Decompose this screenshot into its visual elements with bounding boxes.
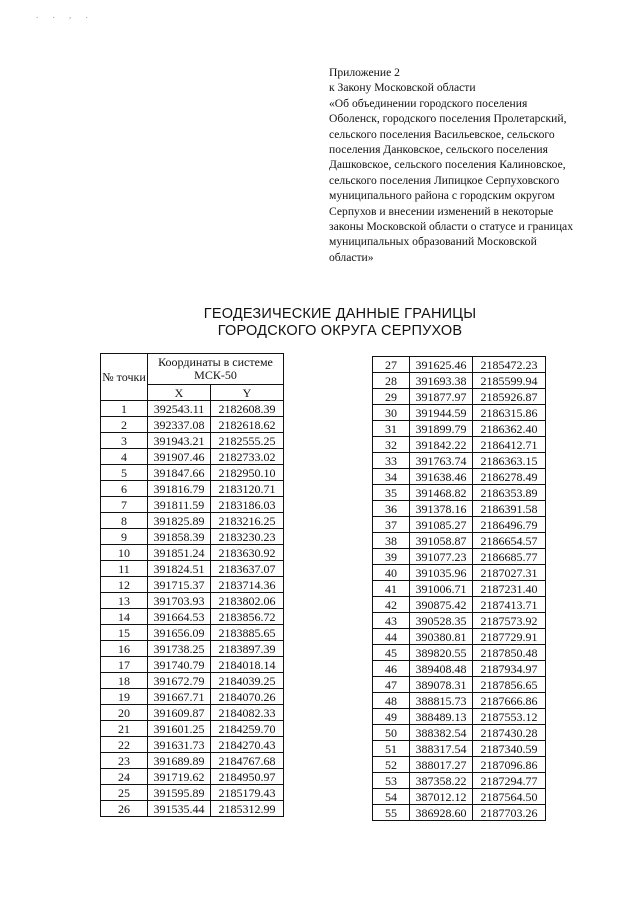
point-number: 30: [373, 405, 410, 421]
table-row: [373, 501, 546, 517]
coord-y: 2187850.48: [473, 645, 546, 661]
coord-y: 2184259.70: [211, 721, 284, 737]
coord-x: 391609.87: [148, 705, 211, 721]
table-row: [373, 533, 546, 549]
coord-x: 389408.48: [410, 661, 473, 677]
point-number: 49: [373, 709, 410, 725]
coord-x: 388489.13: [410, 709, 473, 725]
coord-x: 391058.87: [410, 533, 473, 549]
coordinates-table-right: [372, 356, 546, 821]
table-row: [373, 581, 546, 597]
coord-y: 2186685.77: [473, 549, 546, 565]
table-row: [373, 453, 546, 469]
coord-x: 392337.08: [148, 417, 211, 433]
coord-x: 391763.74: [410, 453, 473, 469]
coord-x: 391719.62: [148, 769, 211, 785]
coord-y: 2187340.59: [473, 741, 546, 757]
table-row: [373, 677, 546, 693]
coord-y: 2187430.28: [473, 725, 546, 741]
coord-y: 2187553.12: [473, 709, 546, 725]
coord-y: 2187666.86: [473, 693, 546, 709]
coord-y: 2185599.94: [473, 373, 546, 389]
coord-y: 2183802.06: [211, 593, 284, 609]
coord-y: 2185472.23: [473, 357, 546, 373]
coord-x: 391595.89: [148, 785, 211, 801]
point-number: 13: [101, 593, 148, 609]
left-table-body: [101, 401, 284, 817]
point-number: 41: [373, 581, 410, 597]
coord-x: 391378.16: [410, 501, 473, 517]
point-number: 45: [373, 645, 410, 661]
coord-y: 2183856.72: [211, 609, 284, 625]
coord-x: 388017.27: [410, 757, 473, 773]
coord-x: 390528.35: [410, 613, 473, 629]
coord-x: 390875.42: [410, 597, 473, 613]
appendix-line: сельского поселения Васильевское, сельского: [329, 127, 555, 141]
header-point-no: № точки: [101, 354, 148, 401]
point-number: 5: [101, 465, 148, 481]
appendix-line: законы Московской области о статусе и границах: [329, 220, 573, 234]
table-row: [373, 645, 546, 661]
coord-x: 391625.46: [410, 357, 473, 373]
coord-x: 392543.11: [148, 401, 211, 417]
point-number: 35: [373, 485, 410, 501]
coord-y: 2187231.40: [473, 581, 546, 597]
coord-x: 391816.79: [148, 481, 211, 497]
coord-y: 2183714.36: [211, 577, 284, 593]
coord-x: 391638.46: [410, 469, 473, 485]
coord-x: 391842.22: [410, 437, 473, 453]
table-row: [373, 389, 546, 405]
appendix-line: «Об объединении городского поселения: [329, 96, 528, 110]
coord-y: 2186496.79: [473, 517, 546, 533]
point-number: 28: [373, 373, 410, 389]
point-number: 46: [373, 661, 410, 677]
coord-x: 391035.96: [410, 565, 473, 581]
point-number: 22: [101, 737, 148, 753]
table-row: [373, 629, 546, 645]
coord-x: 391847.66: [148, 465, 211, 481]
table-row: [373, 565, 546, 581]
coord-x: 391825.89: [148, 513, 211, 529]
coord-y: 2185179.43: [211, 785, 284, 801]
coord-y: 2185312.99: [211, 801, 284, 817]
table-row: [101, 769, 284, 785]
appendix-line: муниципального района с городским округом: [329, 189, 555, 203]
coord-x: 386928.60: [410, 805, 473, 821]
coord-y: 2187934.97: [473, 661, 546, 677]
coord-y: 2183120.71: [211, 481, 284, 497]
table-row: [101, 673, 284, 689]
coord-y: 2187027.31: [473, 565, 546, 581]
header-x: X: [148, 385, 211, 401]
table-row: [101, 577, 284, 593]
point-number: 53: [373, 773, 410, 789]
coord-x: 391907.46: [148, 449, 211, 465]
point-number: 17: [101, 657, 148, 673]
coord-y: 2183885.65: [211, 625, 284, 641]
coord-x: 388815.73: [410, 693, 473, 709]
coord-y: 2182608.39: [211, 401, 284, 417]
coord-x: 391006.71: [410, 581, 473, 597]
title-line-1: ГЕОДЕЗИЧЕСКИЕ ДАННЫЕ ГРАНИЦЫ: [203, 306, 477, 322]
coord-y: 2183216.25: [211, 513, 284, 529]
coord-y: 2187856.65: [473, 677, 546, 693]
point-number: 42: [373, 597, 410, 613]
point-number: 37: [373, 517, 410, 533]
coord-y: 2187573.92: [473, 613, 546, 629]
coord-y: 2184039.25: [211, 673, 284, 689]
table-row: [373, 757, 546, 773]
table-row: [373, 773, 546, 789]
table-row: [373, 709, 546, 725]
coord-x: 391693.38: [410, 373, 473, 389]
table-row: [101, 593, 284, 609]
table-row: [373, 437, 546, 453]
point-number: 23: [101, 753, 148, 769]
table-row: [101, 401, 284, 417]
appendix-note: [329, 65, 619, 265]
coord-x: 390380.81: [410, 629, 473, 645]
coord-x: 391824.51: [148, 561, 211, 577]
table-row: [101, 545, 284, 561]
point-number: 50: [373, 725, 410, 741]
coord-y: 2186362.40: [473, 421, 546, 437]
coord-x: 391631.73: [148, 737, 211, 753]
point-number: 24: [101, 769, 148, 785]
coord-y: 2187413.71: [473, 597, 546, 613]
table-row: [373, 469, 546, 485]
point-number: 54: [373, 789, 410, 805]
coord-y: 2186315.86: [473, 405, 546, 421]
table-row: [101, 513, 284, 529]
coord-x: 391877.97: [410, 389, 473, 405]
point-number: 25: [101, 785, 148, 801]
appendix-line: Серпухов и внесении изменений в некоторые: [329, 204, 554, 218]
coord-y: 2187564.50: [473, 789, 546, 805]
coord-y: 2186363.15: [473, 453, 546, 469]
table-row: [373, 661, 546, 677]
coord-y: 2183230.23: [211, 529, 284, 545]
point-number: 9: [101, 529, 148, 545]
coord-y: 2186412.71: [473, 437, 546, 453]
table-row: [101, 561, 284, 577]
right-table-body: [373, 357, 546, 821]
table-row: [373, 421, 546, 437]
coord-y: 2184767.68: [211, 753, 284, 769]
table-row: [101, 721, 284, 737]
document-title: [180, 306, 500, 340]
coord-y: 2182555.25: [211, 433, 284, 449]
coord-y: 2182950.10: [211, 465, 284, 481]
coord-x: 391667.71: [148, 689, 211, 705]
coord-x: 389078.31: [410, 677, 473, 693]
coord-y: 2186278.49: [473, 469, 546, 485]
point-number: 19: [101, 689, 148, 705]
table-row: [373, 485, 546, 501]
point-number: 15: [101, 625, 148, 641]
point-number: 16: [101, 641, 148, 657]
appendix-line: сельского поселения Липицкое Серпуховского: [329, 173, 560, 187]
title-line-2: ГОРОДСКОГО ОКРУГА СЕРПУХОВ: [217, 323, 463, 339]
coord-y: 2187729.91: [473, 629, 546, 645]
point-number: 31: [373, 421, 410, 437]
point-number: 44: [373, 629, 410, 645]
coord-x: 391085.27: [410, 517, 473, 533]
appendix-line: муниципальных образований Московской: [329, 235, 537, 249]
table-row: [373, 805, 546, 821]
scan-specks: . . , .: [36, 10, 94, 20]
coord-x: 391715.37: [148, 577, 211, 593]
table-row: [373, 549, 546, 565]
table-row: [373, 725, 546, 741]
header-coords: Координаты в системе МСК-50: [148, 354, 284, 385]
coord-y: 2187703.26: [473, 805, 546, 821]
table-row: [101, 737, 284, 753]
point-number: 11: [101, 561, 148, 577]
coord-y: 2184070.26: [211, 689, 284, 705]
coord-y: 2186391.58: [473, 501, 546, 517]
table-row: [373, 373, 546, 389]
coord-y: 2183897.39: [211, 641, 284, 657]
table-row: [373, 357, 546, 373]
appendix-line: поселения Данковское, сельского поселения: [329, 143, 548, 157]
coord-x: 391944.59: [410, 405, 473, 421]
point-number: 10: [101, 545, 148, 561]
appendix-line: Оболенск, городского поселения Пролетарский,: [329, 112, 567, 126]
point-number: 51: [373, 741, 410, 757]
coord-x: 389820.55: [410, 645, 473, 661]
point-number: 2: [101, 417, 148, 433]
table-row: [101, 785, 284, 801]
coord-x: 391851.24: [148, 545, 211, 561]
point-number: 3: [101, 433, 148, 449]
coord-x: 391077.23: [410, 549, 473, 565]
table-row: [101, 417, 284, 433]
table-row: [373, 597, 546, 613]
point-number: 48: [373, 693, 410, 709]
table-row: [101, 625, 284, 641]
point-number: 14: [101, 609, 148, 625]
point-number: 47: [373, 677, 410, 693]
appendix-line: Дашковское, сельского поселения Калиновское,: [329, 158, 566, 172]
point-number: 12: [101, 577, 148, 593]
point-number: 27: [373, 357, 410, 373]
coord-y: 2182618.62: [211, 417, 284, 433]
coord-x: 388317.54: [410, 741, 473, 757]
point-number: 38: [373, 533, 410, 549]
coord-y: 2185926.87: [473, 389, 546, 405]
point-number: 8: [101, 513, 148, 529]
appendix-line: области»: [329, 250, 374, 264]
coord-y: 2187096.86: [473, 757, 546, 773]
point-number: 33: [373, 453, 410, 469]
table-row: [101, 497, 284, 513]
table-row: [101, 481, 284, 497]
table-row: [373, 741, 546, 757]
table-row: [101, 433, 284, 449]
coord-x: 391601.25: [148, 721, 211, 737]
coord-y: 2184018.14: [211, 657, 284, 673]
coord-x: 391656.09: [148, 625, 211, 641]
coord-y: 2186654.57: [473, 533, 546, 549]
point-number: 18: [101, 673, 148, 689]
table-row: [101, 801, 284, 817]
coord-y: 2184950.97: [211, 769, 284, 785]
point-number: 40: [373, 565, 410, 581]
coord-y: 2184082.33: [211, 705, 284, 721]
coord-y: 2186353.89: [473, 485, 546, 501]
table-row: [101, 449, 284, 465]
coord-x: 387012.12: [410, 789, 473, 805]
table-row: [101, 657, 284, 673]
point-number: 4: [101, 449, 148, 465]
coord-x: 391738.25: [148, 641, 211, 657]
point-number: 32: [373, 437, 410, 453]
coord-x: 391858.39: [148, 529, 211, 545]
table-row: [101, 641, 284, 657]
point-number: 55: [373, 805, 410, 821]
coord-x: 391468.82: [410, 485, 473, 501]
coord-y: 2183630.92: [211, 545, 284, 561]
point-number: 43: [373, 613, 410, 629]
point-number: 7: [101, 497, 148, 513]
header-y: Y: [211, 385, 284, 401]
coord-y: 2183186.03: [211, 497, 284, 513]
coord-x: 391740.79: [148, 657, 211, 673]
table-row: [101, 609, 284, 625]
coordinates-table-left: [100, 353, 284, 817]
coord-x: 388382.54: [410, 725, 473, 741]
coord-y: 2187294.77: [473, 773, 546, 789]
coord-y: 2184270.43: [211, 737, 284, 753]
coord-x: 391899.79: [410, 421, 473, 437]
point-number: 21: [101, 721, 148, 737]
table-row: [373, 517, 546, 533]
point-number: 20: [101, 705, 148, 721]
table-row: [101, 705, 284, 721]
point-number: 34: [373, 469, 410, 485]
point-number: 26: [101, 801, 148, 817]
coord-x: 391535.44: [148, 801, 211, 817]
point-number: 6: [101, 481, 148, 497]
point-number: 36: [373, 501, 410, 517]
coord-x: 391689.89: [148, 753, 211, 769]
coord-x: 391943.21: [148, 433, 211, 449]
table-row: [373, 613, 546, 629]
point-number: 29: [373, 389, 410, 405]
point-number: 52: [373, 757, 410, 773]
coord-x: 391703.93: [148, 593, 211, 609]
table-row: [101, 529, 284, 545]
coord-x: 387358.22: [410, 773, 473, 789]
table-row: [101, 465, 284, 481]
coord-x: 391664.53: [148, 609, 211, 625]
table-row: [373, 789, 546, 805]
appendix-line: Приложение 2: [329, 66, 400, 79]
table-row: [373, 405, 546, 421]
point-number: 39: [373, 549, 410, 565]
coord-y: 2182733.02: [211, 449, 284, 465]
table-row: [101, 689, 284, 705]
point-number: 1: [101, 401, 148, 417]
coord-x: 391672.79: [148, 673, 211, 689]
table-row: [101, 753, 284, 769]
appendix-line: к Закону Московской области: [329, 81, 476, 95]
table-row: [373, 693, 546, 709]
coord-x: 391811.59: [148, 497, 211, 513]
coord-y: 2183637.07: [211, 561, 284, 577]
